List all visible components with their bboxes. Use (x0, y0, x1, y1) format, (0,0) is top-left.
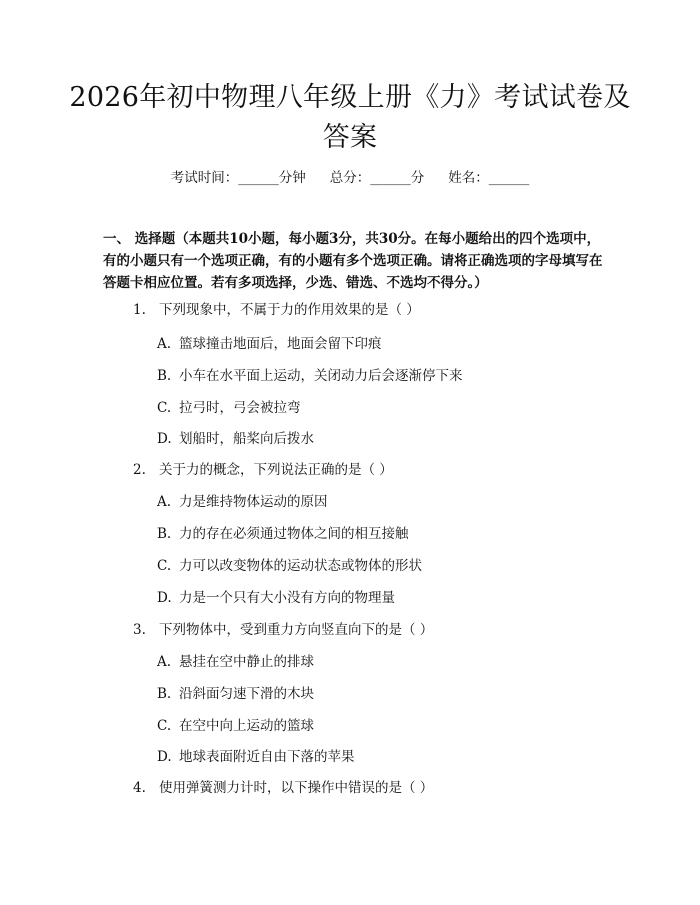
exam-info-line (0, 168, 700, 188)
option-letter: C. (157, 400, 172, 416)
time-blank: ______ (238, 170, 279, 186)
option-text: 力可以改变物体的运动状态或物体的形状 (179, 558, 422, 574)
score-label: 总分： (329, 170, 371, 186)
question-number: 1. (133, 302, 146, 318)
option-1-b (157, 366, 463, 386)
option-text: 力是维持物体运动的原因 (179, 494, 328, 510)
option-letter: C. (157, 718, 172, 734)
option-1-d (157, 429, 314, 449)
option-text: 地球表面附近自由下落的苹果 (179, 749, 355, 765)
option-letter: D. (157, 431, 172, 447)
exam-title: 2026年初中物理八年级上册《力》考试试卷及答案 (69, 82, 631, 153)
question-text: 下列物体中，受到重力方向竖直向下的是（ ） (159, 622, 434, 638)
option-3-d (157, 747, 355, 767)
option-letter: A. (157, 654, 172, 670)
question-number: 2. (133, 462, 146, 478)
option-letter: A. (157, 336, 172, 352)
option-2-c (157, 556, 422, 576)
option-text: 悬挂在空中静止的排球 (179, 654, 314, 670)
name-label: 姓名： (448, 170, 489, 186)
score-blank: ______ (370, 170, 411, 186)
option-text: 力的存在必须通过物体之间的相互接触 (179, 526, 409, 542)
option-2-a (157, 492, 328, 512)
option-letter: A. (157, 494, 172, 510)
name-blank: ______ (488, 170, 530, 186)
option-text: 篮球撞击地面后，地面会留下印痕 (179, 336, 382, 352)
option-letter: D. (157, 590, 172, 606)
time-unit: 分钟 (278, 170, 306, 186)
question-text: 使用弹簧测力计时，以下操作中错误的是（ ） (159, 780, 434, 796)
option-letter: B. (157, 526, 172, 542)
question-number: 3. (133, 622, 146, 638)
time-label: 考试时间： (170, 170, 239, 186)
option-letter: B. (157, 368, 172, 384)
question-text: 下列现象中，不属于力的作用效果的是（ ） (159, 302, 420, 318)
option-text: 小车在水平面上运动，关闭动力后会逐渐停下来 (179, 368, 463, 384)
question-number: 4. (133, 780, 146, 796)
option-letter: C. (157, 558, 172, 574)
option-3-b (157, 684, 314, 704)
option-2-d (157, 588, 395, 608)
option-3-c (157, 716, 314, 736)
question-3 (133, 620, 433, 640)
option-text: 在空中向上运动的篮球 (179, 718, 314, 734)
option-text: 拉弓时，弓会被拉弯 (179, 400, 301, 416)
option-text: 力是一个只有大小没有方向的物理量 (179, 590, 395, 606)
question-text: 关于力的概念，下列说法正确的是（ ） (159, 462, 393, 478)
option-text: 划船时，船桨向后拨水 (179, 431, 314, 447)
option-1-c (157, 398, 301, 418)
option-letter: D. (157, 749, 172, 765)
option-3-a (157, 652, 314, 672)
option-text: 沿斜面匀速下滑的木块 (179, 686, 314, 702)
score-unit: 分 (410, 170, 425, 186)
question-2 (133, 460, 393, 480)
question-4 (133, 778, 433, 798)
option-1-a (157, 334, 382, 354)
section-heading: 一、 选择题（本题共10小题，每小题3分，共30分。在每小题给出的四个选项中，有的小题只有一个选项正确，有的小题有多个选项正确。请将正确选项的字母填写在答题卡相应位置。若有多项选择，少选、错选、不选均不得分。） (103, 231, 603, 291)
question-1 (133, 300, 420, 320)
option-2-b (157, 524, 409, 544)
option-letter: B. (157, 686, 172, 702)
